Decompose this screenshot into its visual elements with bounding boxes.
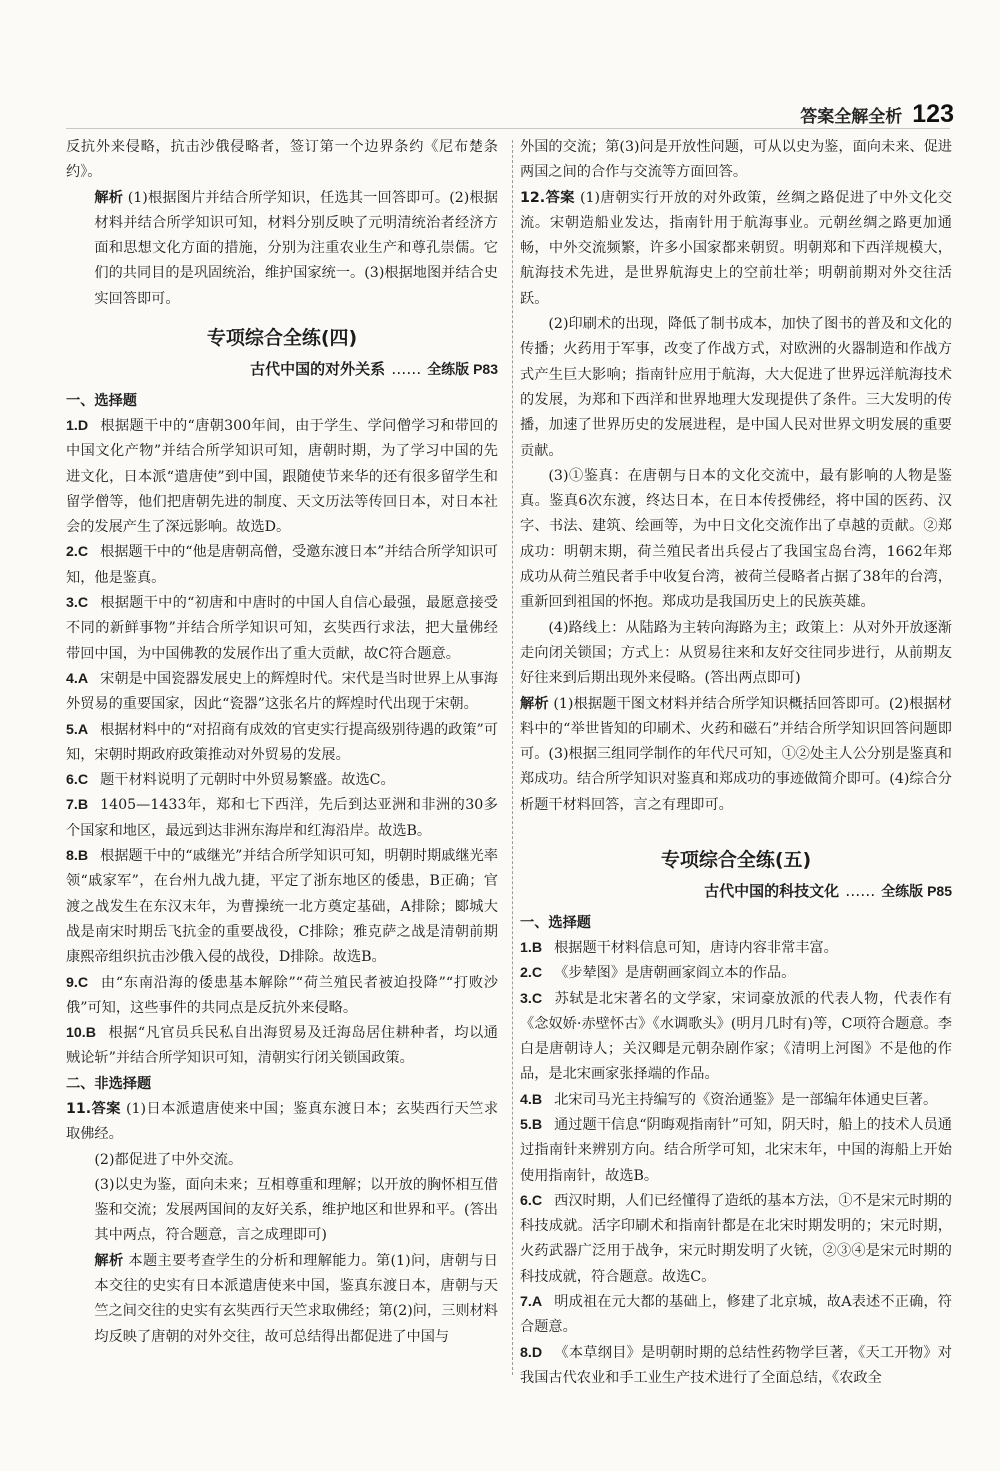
question-number: 6.C bbox=[66, 772, 89, 789]
choice-answer bbox=[520, 1290, 952, 1341]
question-number: 10.B bbox=[66, 1025, 96, 1042]
q12-answer-part: (3)①鉴真：在唐朝与日本的文化交流中，最有影响的人物是鉴真。鉴真6次东渡，终达日本，在日本传授佛经，将中国的医药、汉字、书法、建筑、绘画等，为中日文化交流作出了卓越的贡献。②郑成功：明朝末期，荷兰殖民者出兵侵占了我国宝岛台湾，1662年郑成功从荷兰殖民者手中收复台湾，被荷兰侵略者占据了38年的台湾，重新回到祖国的怀抱。郑成功是我国历史上的民族英雄。 bbox=[520, 467, 952, 611]
subtitle-text: 古代中国的科技文化 bbox=[704, 882, 840, 901]
subtitle-ref: 全练版 P85 bbox=[881, 883, 952, 900]
column-divider bbox=[512, 140, 513, 1375]
part-heading: 二、非选择题 bbox=[66, 1075, 152, 1092]
question-number: 11.答案 bbox=[66, 1100, 121, 1117]
choice-answer bbox=[66, 414, 498, 540]
question-number: 1.B bbox=[520, 939, 543, 956]
choice-answer bbox=[66, 667, 498, 718]
choice-answer bbox=[66, 844, 498, 970]
section-title: 专项综合全练(四) bbox=[206, 327, 358, 350]
continued-analysis bbox=[66, 186, 498, 312]
q12-answer-part: (4)路线上：从陆路为主转向海路为主；政策上：从对外开放逐渐走向闭关锁国；方式上：从贸易往来和友好交往同步进行，从前期友好往来到后期出现外来侵略。(答出两点即可) bbox=[520, 619, 952, 687]
part-heading: 一、选择题 bbox=[520, 914, 591, 931]
choice-answer bbox=[66, 1021, 498, 1072]
answer-text: 通过题干信息“阴晦观指南针”可知，阴天时，船上的技术人员通过指南针来辨别方向。结合所学可知，北宋末年，中国的海船上开始使用指南针，故选B。 bbox=[520, 1116, 952, 1184]
choice-answer bbox=[66, 718, 498, 769]
choice-answer bbox=[520, 961, 952, 986]
continued-analysis: 外国的交流；第(3)问是开放性问题，可从以史为鉴，面向未来、促进两国之间的合作与交流等方面回答。 bbox=[520, 139, 952, 181]
analysis-text: (1)根据图片并结合所学知识，任选其一回答即可。(2)根据材料并结合所学知识可知，材料分别反映了元明清统治者经济方面和思想文化方面的措施，分别为注重农业生产和尊孔崇儒。它们的共同目的是巩固统治，维护国家统一。(3)根据地图并结合史实回答即可。 bbox=[94, 189, 498, 307]
q12-answer-part: (2)印刷术的出现，降低了制书成本，加快了图书的普及和文化的传播；火药用于军事，改变了作战方式，对欧洲的火器制造和作战方式产生巨大影响；指南针应用于航海，大大促进了世界远洋航海技术的发展，为郑和下西洋和世界地理大发现提供了条件。三大发明的传播，加速了世界历史的发展进程，是中国人民对世界文明发展的重要贡献。 bbox=[520, 316, 952, 459]
header-title: 答案全解全析 bbox=[800, 107, 903, 127]
choice-answer bbox=[66, 540, 498, 591]
question-number: 2.C bbox=[520, 965, 543, 982]
choice-answer bbox=[66, 971, 498, 1022]
answer-text: 根据材料中的“对招商有成效的官吏实行提高级别待遇的政策”可知，宋朝时期政府政策推动对外贸易的发展。 bbox=[66, 721, 498, 763]
choice-answer bbox=[520, 987, 952, 1088]
answer-text: (1)日本派遣唐使来中国；鉴真东渡日本；玄奘西行天竺求取佛经。 bbox=[66, 1100, 499, 1143]
question-number: 8.D bbox=[520, 1344, 543, 1361]
choice-answer bbox=[520, 1088, 952, 1113]
choice-answer bbox=[66, 768, 498, 793]
answer-text: 题干材料说明了元朝时中外贸易繁盛。故选C。 bbox=[100, 772, 395, 789]
subtitle-dots: …… bbox=[391, 360, 422, 379]
answer-text: 1405—1433年，郑和七下西洋，先后到达亚洲和非洲的30多个国家和地区，最远到达非洲东海岸和红海沿岸。故选B。 bbox=[66, 797, 498, 839]
choice-list bbox=[520, 936, 952, 1391]
answer-text: 苏轼是北宋著名的文学家，宋词豪放派的代表人物，代表作有《念奴娇·赤壁怀古》《水调歌头》(明月几时有)等，C项符合题意。李白是唐朝诗人；关汉卿是元朝杂剧作家；《清明上河图》不是他的作品，是北宋画家张择端的作品。 bbox=[520, 990, 952, 1083]
subtitle-text: 古代中国的对外关系 bbox=[250, 360, 386, 379]
answer-text: 《本草纲目》是明朝时期的总结性药物学巨著，《天工开物》对我国古代农业和手工业生产技术进行了全面总结，《农政全 bbox=[520, 1344, 952, 1386]
q12-analysis bbox=[520, 692, 952, 818]
answer-text: 根据题干中的“他是唐朝高僧，受邀东渡日本”并结合所学知识可知，他是鉴真。 bbox=[66, 544, 498, 586]
q11-answer-part: (3)以史为鉴，面向未来；互相尊重和理解；以开放的胸怀相互借鉴和交流；发展两国间的友好关系，维护地区和世界和平。(答出其中两点，符合题意，言之成理即可) bbox=[94, 1176, 498, 1244]
analysis-text: 本题主要考查学生的分析和理解能力。第(1)问，唐朝与日本交往的史实有日本派遣唐使来中国，鉴真东渡日本，唐朝与天竺之间交往的史实有玄奘西行天竺求取佛经；第(2)问，三则材料均反映了唐朝的对外交往，故可总结得出都促进了中国与 bbox=[94, 1252, 498, 1345]
continued-answer: 反抗外来侵略，抗击沙俄侵略者，签订第一个边界条约《尼布楚条约》。 bbox=[66, 139, 498, 181]
answer-text: 宋朝是中国瓷器发展史上的辉煌时代。宋代是当时世界上从事海外贸易的重要国家，因此“瓷器”这张名片的辉煌时代出现于宋朝。 bbox=[66, 670, 498, 713]
question-number: 7.A bbox=[520, 1294, 543, 1311]
q11-analysis bbox=[66, 1249, 498, 1350]
analysis-label: 解析 bbox=[520, 695, 549, 712]
question-number: 2.C bbox=[66, 544, 89, 561]
question-number: 7.B bbox=[66, 797, 89, 814]
analysis-text: (1)根据题干图文材料并结合所学知识概括回答即可。(2)根据材料中的“举世皆知的印刷术、火药和磁石”并结合所学知识回答问题即可。(3)根据三组同学制作的年代尺可知，①②处主人公分别是鉴真和郑成功。结合所学知识对鉴真和郑成功的事迹做简介即可。(4)综合分析题干材料回答，言之有理即可。 bbox=[520, 695, 952, 813]
choice-answer bbox=[66, 793, 498, 844]
question-number: 5.A bbox=[66, 721, 89, 738]
choice-answer bbox=[520, 1341, 952, 1392]
page-header bbox=[800, 100, 954, 129]
page-number: 123 bbox=[912, 100, 954, 128]
answer-text: (1)唐朝实行开放的对外政策，丝绸之路促进了中外文化交流。宋朝造船业发达，指南针用于航海事业。元朝丝绸之路更加通畅，中外交流频繁，许多小国家都来朝贸。明朝郑和下西洋规模大，航海技术先进，是世界航海史上的空前壮举；明朝前期对外交往活跃。 bbox=[520, 189, 953, 307]
header-rule bbox=[66, 128, 950, 129]
section-subtitle bbox=[66, 357, 498, 382]
answer-text: 根据题干材料信息可知，唐诗内容非常丰富。 bbox=[554, 939, 838, 956]
question-number: 3.C bbox=[66, 595, 89, 612]
question-number: 3.C bbox=[520, 990, 543, 1007]
answer-text: 根据题干中的“初唐和中唐时的中国人自信心最强，最愿意接受不同的新鲜事物”并结合所学知识可知，玄奘西行求法，把大量佛经带回中国，为中国佛教的发展作出了重大贡献，故C符合题意。 bbox=[66, 595, 498, 662]
answer-text: 由“东南沿海的倭患基本解除”“荷兰殖民者被迫投降”“打败沙俄”可知，这些事件的共同点是反抗外来侵略。 bbox=[66, 974, 498, 1016]
question-number: 8.B bbox=[66, 848, 89, 865]
left-column bbox=[66, 135, 498, 1350]
question-number: 9.C bbox=[66, 974, 89, 991]
question-number: 4.A bbox=[66, 670, 89, 687]
answer-text: 根据题干中的“戚继光”并结合所学知识可知，明朝时期戚继光率领“戚家军”，在台州九战九捷，平定了浙东地区的倭患，B正确；官渡之战发生在东汉末年，为曹操统一北方奠定基础，A排除；郾城大战是南宋时期岳飞抗金的重要战役，C排除；雅克萨之战是清朝前期康熙帝组织抗击沙俄入侵的战役，D排除。故选B。 bbox=[66, 848, 498, 966]
choice-answer bbox=[520, 1113, 952, 1189]
answer-text: 北宋司马光主持编写的《资治通鉴》是一部编年体通史巨著。 bbox=[554, 1091, 938, 1108]
question-number: 4.B bbox=[520, 1091, 543, 1108]
analysis-label: 解析 bbox=[94, 1252, 124, 1269]
q11-answer-part: (2)都促进了中外交流。 bbox=[94, 1151, 243, 1168]
answer-text: 根据“凡官员兵民私自出海贸易及迁海岛居住耕种者，均以通贼论斩”并结合所学知识可知，清朝实行闭关锁国政策。 bbox=[66, 1025, 498, 1067]
q11-answer bbox=[66, 1097, 498, 1148]
analysis-label: 解析 bbox=[94, 189, 124, 206]
subtitle-dots: …… bbox=[845, 882, 876, 901]
answer-text: 西汉时期，人们已经懂得了造纸的基本方法，①不是宋元时期的科技成就。活字印刷术和指南针都是在北宋时期发明的；宋元时期，火药武器广泛用于战争，宋元时期发明了火铳，②③④是宋元时期的科技成就，符合题意。故选C。 bbox=[520, 1192, 952, 1285]
choice-answer bbox=[520, 1189, 952, 1290]
answer-text: 明成祖在元大都的基础上，修建了北京城，故A表述不正确，符合题意。 bbox=[520, 1294, 952, 1336]
answer-text: 《步辇图》是唐朝画家阎立本的作品。 bbox=[554, 965, 796, 982]
subtitle-ref: 全练版 P83 bbox=[427, 361, 498, 378]
section-title: 专项综合全练(五) bbox=[660, 849, 812, 872]
question-number: 12.答案 bbox=[520, 189, 575, 206]
right-column bbox=[520, 135, 952, 1391]
choice-list bbox=[66, 414, 498, 1072]
question-number: 6.C bbox=[520, 1192, 543, 1209]
q12-answer bbox=[520, 186, 952, 312]
answer-text: 根据题干中的“唐朝300年间，由于学生、学问僧学习和带回的中国文化产物”并结合所学知识可知，唐朝时期，为了学习中国的先进文化，日本派“遣唐使”到中国，跟随使节来华的还有很多留学生和留学僧等，他们把唐朝先进的制度、天文历法等传回日本，对日本社会的发展产生了深远影响。故选D。 bbox=[66, 417, 498, 536]
section-subtitle bbox=[520, 879, 952, 904]
question-number: 1.D bbox=[66, 417, 89, 434]
choice-answer bbox=[66, 591, 498, 667]
part-heading: 一、选择题 bbox=[66, 392, 137, 409]
question-number: 5.B bbox=[520, 1116, 543, 1133]
choice-answer bbox=[520, 936, 952, 961]
